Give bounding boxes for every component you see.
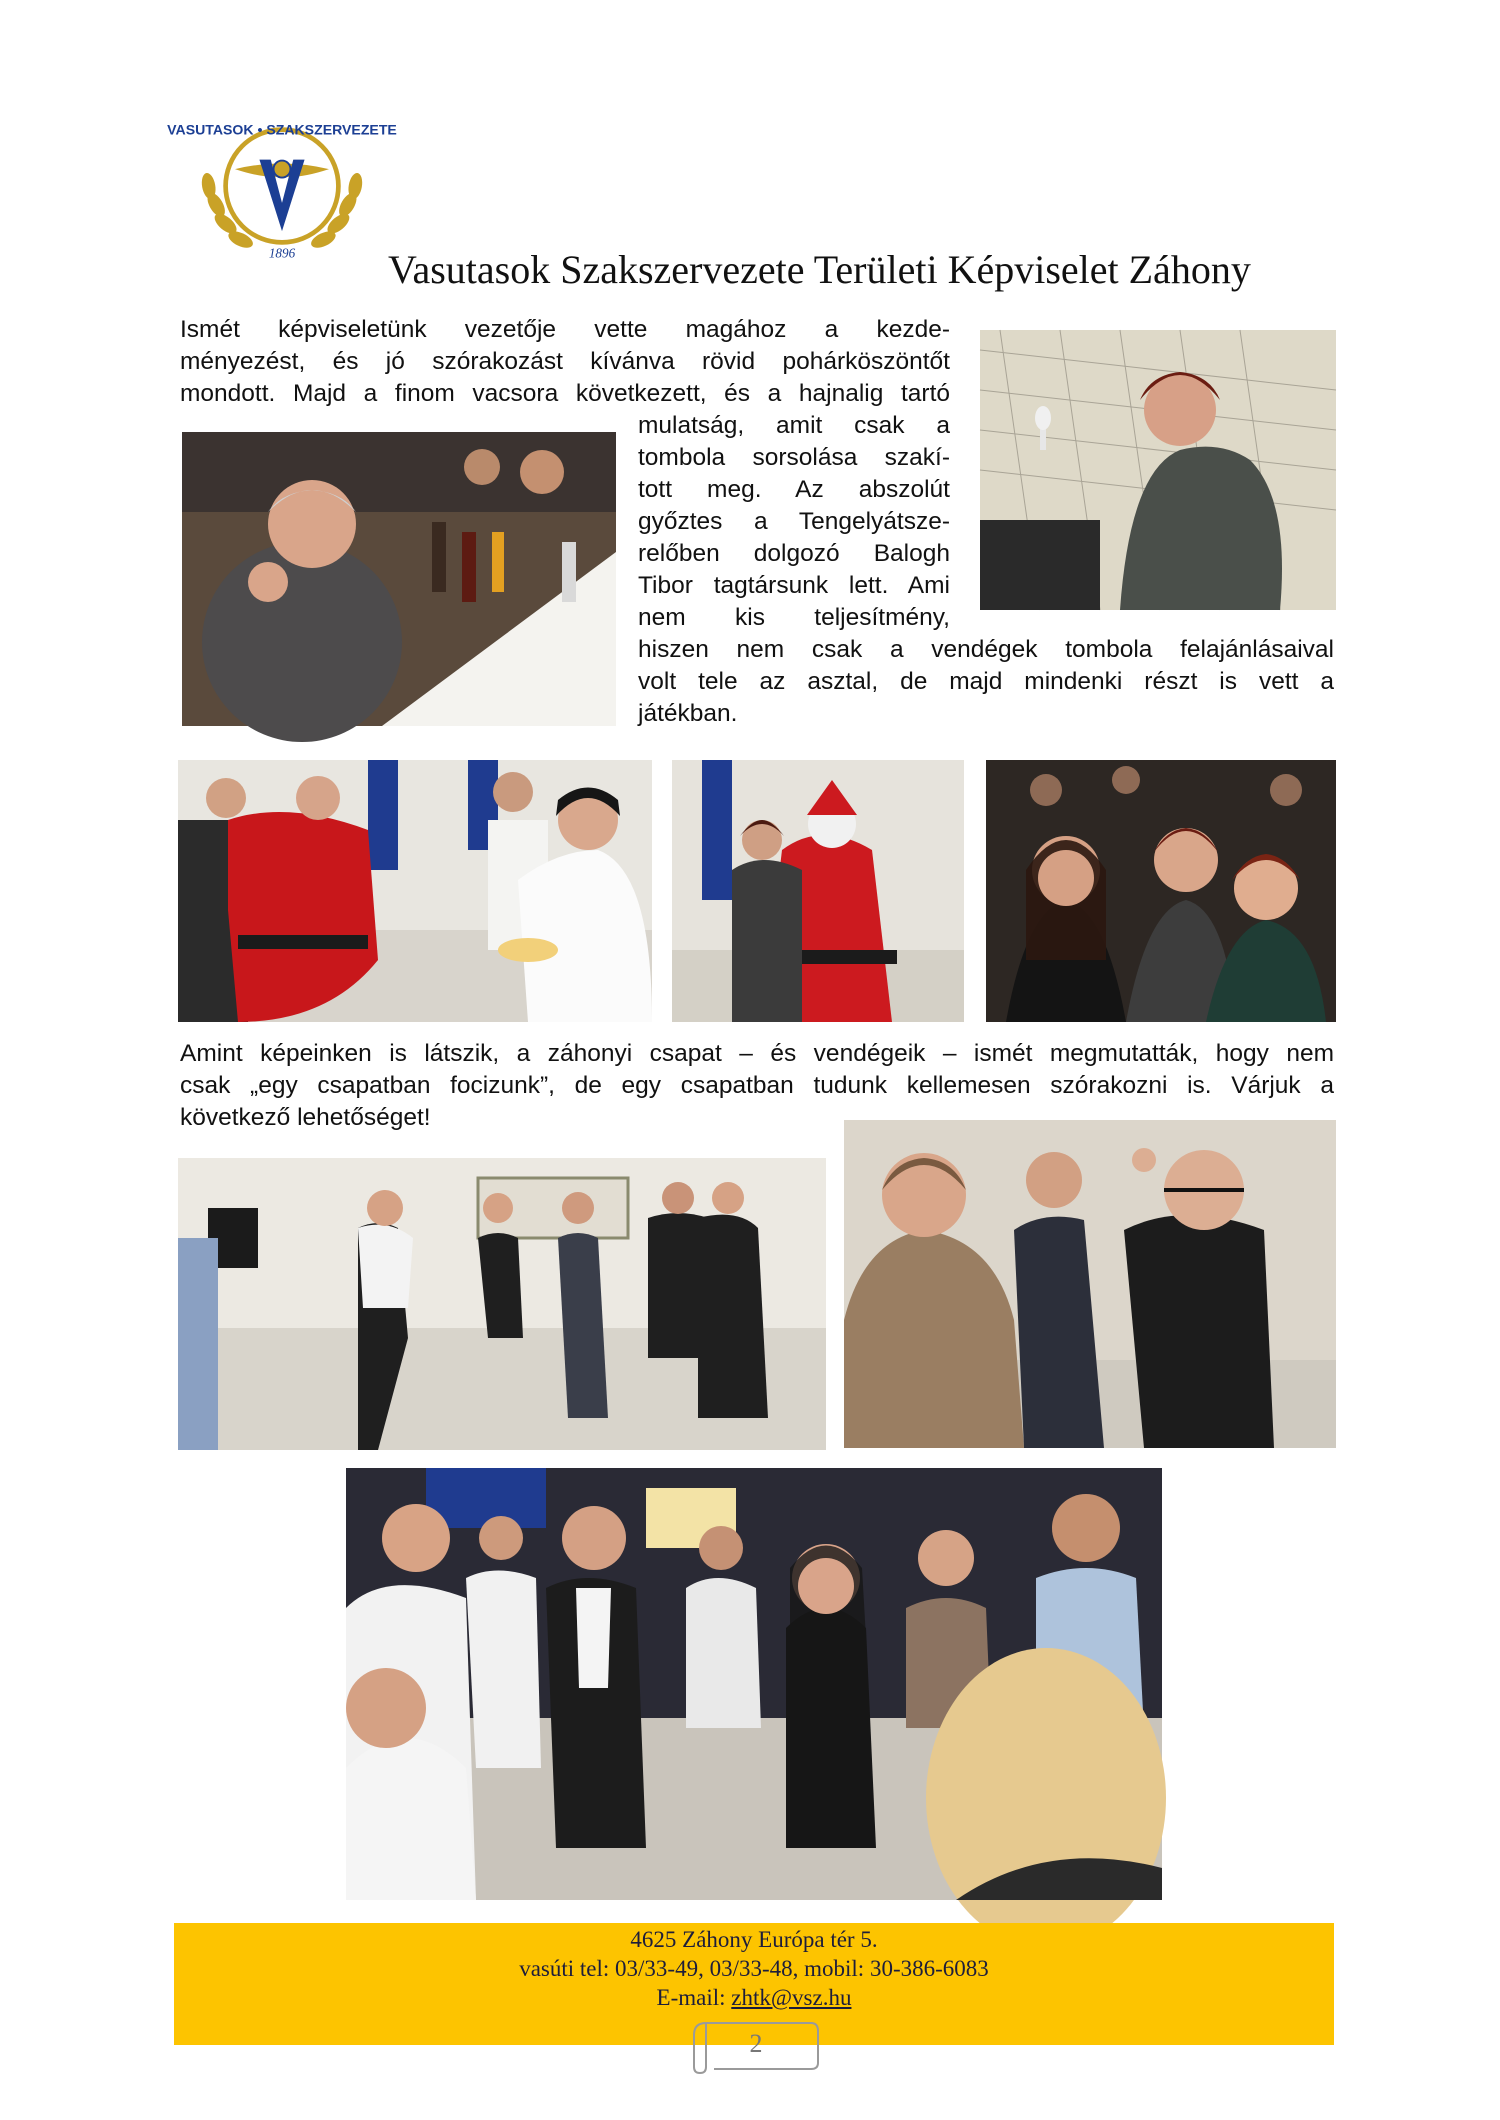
paragraph-1-top bbox=[180, 314, 950, 410]
footer-email-line bbox=[174, 1983, 1334, 2012]
page-number-text: 2 bbox=[749, 2029, 763, 2058]
photo-three-women bbox=[986, 760, 1336, 1022]
photo-woman-toasting bbox=[980, 330, 1336, 610]
footer-phone: vasúti tel: 03/33-49, 03/33-48, mobil: 30-386-6083 bbox=[519, 1956, 989, 1981]
logo-top-text: VASUTASOK • SZAKSZERVEZETE bbox=[167, 121, 397, 138]
text-line: Ismét képviseletünk vezetője vette magához a kezde- bbox=[180, 316, 950, 343]
text-line: mulatság, amit csak a bbox=[638, 412, 950, 439]
footer-email-link[interactable]: zhtk@vsz.hu bbox=[731, 1985, 852, 2010]
text-line: tott meg. Az abszolút bbox=[638, 476, 950, 503]
photo-santa-hug bbox=[178, 760, 652, 1022]
text-line: tombola sorsolása szakí- bbox=[638, 444, 950, 471]
paragraph-1-column bbox=[638, 410, 950, 634]
page-title: Vasutasok Szakszervezete Területi Képviselet Záhony bbox=[388, 247, 1251, 292]
photo-dancing-couples bbox=[178, 1158, 826, 1450]
text-line: nem kis teljesítmény, bbox=[638, 604, 950, 631]
page-number bbox=[686, 2015, 826, 2075]
photo-santa-woman bbox=[672, 760, 964, 1022]
text-line: következő lehetőséget! bbox=[180, 1104, 431, 1131]
paragraph-1-bottom bbox=[638, 634, 1334, 730]
text-line: relőben dolgozó Balogh bbox=[638, 540, 950, 567]
text-line: csak „egy csapatban focizunk”, de egy csapatban tudunk kellemesen szórakozni is. Várjuk a bbox=[180, 1072, 1334, 1099]
logo-year: 1896 bbox=[268, 245, 296, 261]
text-line: Amint képeinken is látszik, a záhonyi csapat – és vendégeik – ismét megmutatták, hogy nem bbox=[180, 1040, 1334, 1067]
photo-dance-pair bbox=[844, 1120, 1336, 1448]
photo-dance-floor bbox=[346, 1468, 1162, 1900]
text-line: mondott. Majd a finom vacsora következett, és a hajnalig tartó bbox=[180, 380, 950, 407]
text-line: Tibor tagtársunk lett. Ami bbox=[638, 572, 950, 599]
photo-man-toasting bbox=[182, 432, 616, 726]
union-logo bbox=[167, 92, 397, 280]
text-line: győztes a Tengelyátsze- bbox=[638, 508, 950, 535]
footer-address: 4625 Záhony Európa tér 5. bbox=[630, 1927, 878, 1952]
footer-email-label: E-mail: bbox=[656, 1985, 732, 2010]
text-line: hiszen nem csak a vendégek tombola felajánlásaival bbox=[638, 636, 1334, 663]
text-line: játékban. bbox=[638, 700, 738, 727]
text-line: ményezést, és jó szórakozást kívánva rövid pohárköszöntőt bbox=[180, 348, 950, 375]
text-line: volt tele az asztal, de majd mindenki részt is vett a bbox=[638, 668, 1334, 695]
